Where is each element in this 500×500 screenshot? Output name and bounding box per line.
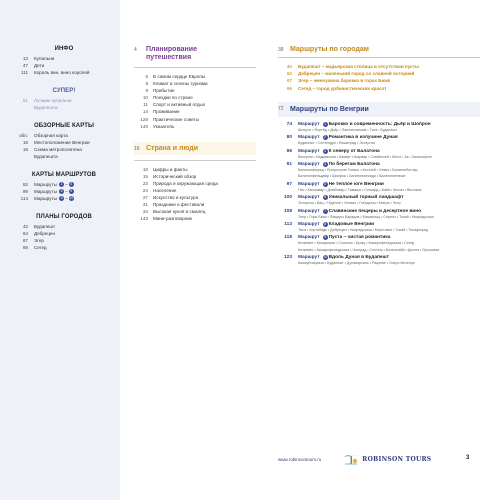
route-number-badge: 6 — [324, 195, 327, 200]
footer — [278, 452, 490, 466]
route-maps-section — [10, 172, 118, 202]
index-page-number: 42 — [22, 224, 28, 229]
hungary-routes-page-number: 72 — [278, 106, 284, 113]
toc-entry[interactable] — [134, 108, 256, 115]
toc-entry[interactable] — [134, 123, 256, 130]
route-label: Маршрут — [298, 255, 320, 261]
route-number-badge: 10 — [323, 255, 328, 260]
toc-entry-label: Спорт и активный отдых — [153, 102, 206, 108]
route-entry[interactable] — [278, 181, 480, 193]
route-number-badge: 4 — [324, 162, 327, 167]
toc-entry-label: Цифры и факты — [153, 166, 188, 172]
city-plans-heading: ПЛАНЫ ГОРОДОВ — [36, 214, 92, 220]
route-entry[interactable] — [278, 174, 480, 179]
route-title-row — [278, 121, 480, 128]
route-page-number: 108 — [283, 208, 292, 214]
index-page-number: 18 — [22, 147, 28, 152]
route-entry[interactable] — [278, 148, 480, 160]
index-entry-label: Сегед — [34, 245, 47, 250]
toc-page-number: 140 — [140, 123, 148, 129]
city-route-label: Будапешт – мадьярская столица в отсутствии пусты — [298, 64, 419, 69]
city-routes-header — [278, 46, 480, 53]
route-label: Маршрут — [298, 121, 320, 127]
toc-entry-label: Исторический обзор — [153, 173, 197, 179]
route-number-badge: 9 — [324, 235, 327, 240]
index-entry-label: Маршруты 9 – 10 — [34, 196, 74, 201]
route-number-badge: 7 — [324, 208, 327, 213]
route-stops: Будапешт • Сентендре • Вишеград • Эстергом — [298, 141, 375, 146]
route-stops: Кечкемет • Кишкунфеледьхаза • Чонград • Сентеш • Бекешчаба • Дьюла • Орошхаза — [298, 247, 440, 252]
route-title: Романтика в излучине Дуная — [328, 135, 398, 141]
index-entry-label: Будапешта — [34, 105, 58, 110]
toc-entry-label: Указатель — [153, 123, 175, 129]
toc-page-number: 31 — [142, 202, 148, 208]
index-entry-label: Схема метрополитена — [34, 147, 82, 152]
route-stops: Балатонфёльдвар • Шиофок • Балатоналмади • Балатонкенеше — [298, 174, 406, 179]
toc-page-number: 9 — [145, 88, 148, 94]
toc-page-number: 27 — [142, 195, 148, 201]
route-title: К северу от Балатона — [328, 148, 380, 154]
index-entry[interactable] — [10, 230, 118, 237]
toc-entry-label: Проживание — [153, 109, 180, 115]
toc-page-number: 143 — [140, 216, 148, 222]
route-title: По берегам Балатона — [328, 162, 380, 168]
page-number: 3 — [466, 455, 470, 461]
route-entry[interactable] — [278, 194, 480, 206]
route-label: Маршрут — [298, 135, 320, 141]
route-label: Маршрут — [298, 235, 320, 241]
index-page-number: 47 — [22, 63, 28, 68]
divider — [134, 67, 256, 68]
index-entry-label: Лучшие купальни — [34, 98, 72, 103]
route-maps-heading: КАРТЫ МАРШРУТОВ — [31, 172, 97, 178]
overview-maps-heading: ОБЗОРНЫЕ КАРТЫ — [34, 123, 94, 129]
toc-entry-label: Праздники и фестивали — [153, 202, 205, 208]
toc-entry[interactable] — [134, 94, 256, 101]
toc-entry[interactable] — [134, 194, 256, 201]
route-entry[interactable] — [278, 208, 480, 220]
route-stops: Кечкемет • Кишкуншаг • Сольнок • Бугац • Кишкунфеледьхаза • Сегед — [298, 241, 415, 246]
index-entry-label: Будапешт — [34, 224, 56, 229]
route-stops: Балатонфюред • Полуостров Тихань • Кестхей • Хевиз • Балатонбоглар — [298, 168, 418, 173]
city-route-label: Сегед – город урбанистических красот — [298, 85, 387, 91]
city-route-label: Эгер – жемчужина барокко в горах Бюкк — [298, 78, 391, 84]
planning-title-line1: Планирование — [146, 46, 197, 53]
route-number-badge: 5 — [60, 189, 63, 194]
index-page-number — [10, 104, 34, 111]
index-entry[interactable] — [10, 97, 118, 104]
toc-entry[interactable] — [134, 187, 256, 194]
city-route-entry[interactable] — [278, 70, 480, 77]
toc-page-number: 11 — [143, 102, 148, 108]
country-people-page-number: 16 — [134, 145, 140, 152]
route-label: Маршрут — [298, 162, 320, 168]
toc-entry-label: Климат и сезоны туризма — [153, 81, 208, 87]
toc-entry-label: Искусство и культура — [153, 195, 199, 201]
index-page-number: 13 — [22, 56, 28, 61]
route-stops: Печ • Капошвар • Домбовар • Тамаши • Сексард • Байя • Мохач • Виллань — [298, 187, 422, 192]
toc-entry[interactable] — [134, 166, 256, 173]
route-title: Вдоль Дуная в Будапешт — [328, 255, 389, 261]
route-page-number: 100 — [283, 195, 292, 201]
route-number-badge: 4 — [70, 182, 73, 187]
toc-entry-label: Прибытие — [153, 88, 175, 94]
toc-page-number: 14 — [142, 109, 148, 115]
index-entry-label: Маршруты 5 – 9 — [34, 189, 73, 194]
index-page-number: обл. — [19, 133, 28, 138]
route-label: Маршрут — [298, 195, 320, 201]
route-title: Барокко и современность: Дьёр и Шопрон — [328, 121, 431, 127]
info-section — [10, 46, 118, 76]
route-page-number: 74 — [286, 121, 292, 127]
index-entry[interactable] — [10, 181, 118, 188]
toc-entry-label: Практические советы — [153, 116, 199, 122]
route-entry[interactable] — [278, 234, 480, 246]
divider — [134, 160, 256, 161]
toc-entry[interactable] — [134, 73, 256, 80]
index-entry[interactable] — [10, 139, 118, 146]
toc-entry[interactable] — [134, 201, 256, 208]
toc-entry-label: В самом сердце Европы — [153, 74, 206, 79]
index-entry[interactable] — [10, 146, 118, 153]
route-title: Славянские пещеры и десертное вино — [328, 208, 422, 214]
planning-page-number: 4 — [134, 47, 137, 53]
route-title-row — [278, 161, 480, 168]
divider — [278, 57, 480, 58]
route-entry[interactable] — [278, 121, 480, 133]
left-index — [10, 46, 118, 263]
city-route-entry[interactable] — [278, 85, 480, 92]
toc-page-number: 23 — [142, 180, 148, 186]
index-page-number: 64 — [22, 231, 28, 236]
route-entry[interactable] — [278, 161, 480, 173]
index-entry[interactable] — [10, 244, 118, 251]
planning-header — [134, 46, 256, 62]
index-page-number: 51 — [22, 98, 28, 103]
overview-maps-section — [10, 123, 118, 160]
toc-entry-label: Природа и окружающая среда — [153, 180, 218, 186]
index-entry[interactable] — [10, 237, 118, 244]
toc-entry[interactable] — [134, 80, 256, 87]
toc-entry[interactable] — [134, 173, 256, 180]
country-people-title: Страна и люди — [146, 144, 199, 152]
toc-page-number: 19 — [142, 173, 148, 179]
route-number-badge: 10 — [69, 196, 74, 201]
toc-page-number: 34 — [142, 209, 148, 215]
index-entry[interactable] — [10, 104, 118, 111]
super-heading: СУПЕР! — [52, 88, 76, 94]
toc-page-number: 24 — [142, 188, 148, 194]
index-entry-label: Дети — [34, 63, 45, 68]
toc-page-number: 18 — [142, 166, 148, 172]
index-entry-label: Обзорная карта — [34, 133, 68, 138]
route-stops: Веспрем • Надьвазони • Шюмег • Шарвар • Сомбатхей • Кёсег • Ак • Залаэгерсег — [298, 154, 433, 159]
index-entry-label: Маршруты 1 – 4 — [34, 182, 73, 187]
route-page-number: 97 — [286, 181, 292, 187]
route-entry[interactable] — [278, 221, 480, 233]
route-number-badge: 3 — [324, 148, 327, 153]
toc-page-number: 6 — [145, 74, 148, 79]
toc-entry-label: Высокая кухня и смалец — [153, 209, 206, 215]
route-entry[interactable] — [278, 254, 480, 266]
route-label: Маршрут — [298, 148, 320, 154]
toc-entry[interactable] — [134, 208, 256, 215]
route-number-badge: 1 — [60, 182, 63, 187]
index-page-number: 99 — [22, 189, 28, 194]
route-title-row — [278, 181, 480, 188]
right-column — [278, 46, 480, 268]
route-number-badge: 5 — [324, 181, 327, 186]
route-title: Не теплое юге Венгрии — [328, 181, 384, 187]
index-page-number: 114 — [20, 196, 28, 201]
toc-entry-label: Население — [153, 188, 177, 194]
index-entry[interactable] — [10, 55, 118, 62]
index-entry[interactable] — [10, 62, 118, 69]
route-label: Маршрут — [298, 222, 320, 228]
city-route-page-number: 67 — [286, 78, 292, 84]
city-plans-section — [10, 214, 118, 251]
index-entry[interactable] — [10, 153, 118, 160]
index-entry-label: Эгер — [34, 238, 44, 243]
route-label: Маршрут — [298, 181, 320, 187]
route-number-badge: 9 — [70, 189, 73, 194]
city-route-label: Дебрецен – маленький город со славной историей — [298, 71, 415, 77]
city-routes-title: Маршруты по городам — [290, 46, 369, 53]
route-title-row — [278, 208, 480, 215]
route-title: Кладовые Венгрии — [328, 222, 375, 228]
info-heading: ИНФО — [54, 46, 74, 52]
route-title-row — [278, 234, 480, 241]
city-route-entry[interactable] — [278, 77, 480, 84]
route-stops: Тиса • Хортобадь • Дебрецен • Ньиредьхаза • Береговое • Токай • Тисафюред — [298, 228, 428, 233]
index-page-number: 67 — [22, 238, 28, 243]
route-number-badge: 9 — [60, 196, 63, 201]
toc-page-number: 128 — [140, 116, 148, 122]
index-entry[interactable] — [10, 69, 118, 76]
index-entry[interactable] — [10, 188, 118, 195]
hungary-routes-title: Маршруты по Венгрии — [290, 105, 369, 113]
route-title-row — [278, 194, 480, 201]
website-link[interactable]: www.robinsontours.ru — [278, 456, 322, 462]
index-entry-label: Купальни — [34, 56, 55, 61]
city-route-page-number: 40 — [286, 64, 292, 69]
route-label: Маршрут — [298, 208, 320, 214]
toc-entry-label: Мини-разговорник — [153, 216, 192, 222]
route-page-number: 86 — [286, 148, 292, 154]
route-title-row — [278, 148, 480, 155]
index-page-number: 18 — [22, 140, 28, 145]
route-title-row — [278, 134, 480, 141]
toc-entry[interactable] — [134, 87, 256, 94]
index-page-number: 82 — [22, 182, 28, 187]
route-title-row — [278, 254, 480, 261]
city-route-entry[interactable] — [278, 63, 480, 70]
country-people-header — [134, 142, 256, 155]
route-page-number: 113 — [284, 222, 292, 228]
toc-entry[interactable] — [134, 116, 256, 123]
index-page-number: 111 — [21, 70, 28, 75]
route-stops: Шопрон • Фертёд • Дьёр • Паннонхальма • Тата • Будапешт — [298, 127, 398, 132]
route-page-number: 91 — [286, 162, 292, 168]
route-title: Уникальный горный ландшафт — [328, 195, 404, 201]
toc-entry[interactable] — [134, 101, 256, 108]
publisher-logo — [343, 453, 431, 465]
route-title-row — [278, 221, 480, 228]
middle-column — [134, 46, 256, 223]
route-page-number: 118 — [284, 235, 292, 241]
index-entry-label: Король вин, вино королей — [34, 70, 90, 75]
city-routes-page-number: 38 — [278, 46, 284, 53]
toc-page-number: 8 — [145, 81, 148, 87]
route-stops: Эгер • Горы Бюкк • Пещеры Барадла • Мишкольц • Серенч • Токай • Ньиредьхаза — [298, 214, 434, 219]
route-number-badge: 2 — [324, 135, 327, 140]
hungary-routes-header — [278, 102, 480, 117]
route-stops: Кишкунлацхаза • Будапешт • Дунаварсань • Рацкеве • Озеро Веленце — [298, 261, 415, 266]
planning-title-line2: путешествия — [146, 54, 192, 61]
logo-text: ROBINSON TOURS — [362, 455, 432, 463]
toc-entry[interactable] — [134, 215, 256, 222]
index-entry-label: Местоположение Венгрии — [34, 140, 90, 145]
index-entry[interactable] — [10, 223, 118, 230]
route-number-badge: 1 — [324, 121, 327, 126]
toc-page-number: 10 — [142, 95, 148, 101]
toc-entry[interactable] — [134, 180, 256, 187]
city-route-page-number: 69 — [286, 85, 292, 91]
index-entry-label: Будапешта — [34, 154, 58, 159]
route-entry[interactable] — [278, 248, 480, 253]
palm-tree-icon — [343, 453, 359, 465]
super-section — [10, 88, 118, 111]
toc-entry-label: Поездки по стране — [153, 95, 193, 101]
route-entry[interactable] — [278, 134, 480, 146]
route-number-badge: 8 — [324, 222, 327, 227]
route-page-number: 123 — [283, 255, 292, 261]
route-page-number: 80 — [286, 135, 292, 141]
index-page-number — [10, 153, 34, 160]
index-entry[interactable] — [10, 195, 118, 202]
city-route-page-number: 62 — [286, 71, 292, 77]
route-stops: Эстергом • Вац • Гёдёллё • Хатван • Гьёндьёш • Матра • Эгер — [298, 201, 401, 206]
index-entry-label: Дебрецен — [34, 231, 56, 236]
route-title: Пуста – чистая романтика — [328, 235, 391, 241]
index-page-number: 69 — [22, 245, 28, 250]
index-entry[interactable] — [10, 132, 118, 139]
